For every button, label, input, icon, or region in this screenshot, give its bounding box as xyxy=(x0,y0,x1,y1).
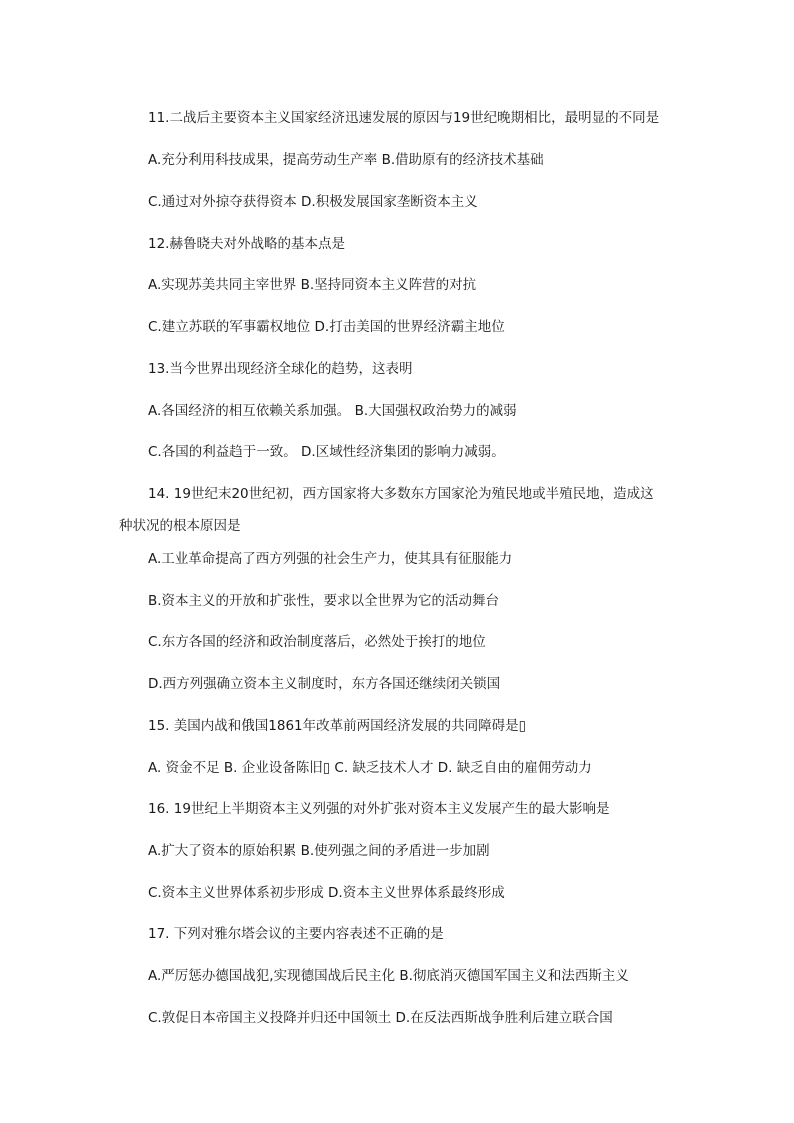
question-14-option-c: C.东方各国的经济和政治制度落后，必然处于挨打的地位 xyxy=(148,634,486,650)
question-13-options-cd: C.各国的利益趋于一致。 D.区域性经济集团的影响力减弱。 xyxy=(148,444,505,460)
question-14-option-b: B.资本主义的开放和扩张性，要求以全世界为它的活动舞台 xyxy=(148,593,500,609)
question-14-option-d: D.西方列强确立资本主义制度时，东方各国还继续闭关锁国 xyxy=(148,676,501,692)
question-12-stem: 12.赫鲁晓夫对外战略的基本点是 xyxy=(148,236,345,252)
question-14-option-a: A.工业革命提高了西方列强的社会生产力，使其具有征服能力 xyxy=(148,551,513,567)
question-17-options-ab: A.严厉惩办德国战犯,实现德国战后民主化 B.彻底消灭德国军国主义和法西斯主义 xyxy=(148,968,629,984)
question-16-options-ab: A.扩大了资本的原始积累 B.使列强之间的矛盾进一步加剧 xyxy=(148,843,490,859)
question-17-stem: 17. 下列对雅尔塔会议的主要内容表述不正确的是 xyxy=(148,926,444,942)
question-11-options-ab: A.充分利用科技成果，提高劳动生产率 B.借助原有的经济技术基础 xyxy=(148,152,544,168)
question-15-options: A. 资金不足 B. 企业设备陈旧▯ C. 缺乏技术人才 D. 缺乏自由的雇佣劳动力 xyxy=(148,760,592,776)
question-17-options-cd: C.敦促日本帝国主义投降并归还中国领土 D.在反法西斯战争胜利后建立联合国 xyxy=(148,1010,613,1026)
question-11-stem: 11.二战后主要资本主义国家经济迅速发展的原因与19世纪晚期相比，最明显的不同是 xyxy=(148,110,660,126)
question-15-stem: 15. 美国内战和俄国1861年改革前两国经济发展的共同障碍是▯ xyxy=(148,718,527,734)
question-13-options-ab: A.各国经济的相互依赖关系加强。 B.大国强权政治势力的减弱 xyxy=(148,403,517,419)
question-11-options-cd: C.通过对外掠夺获得资本 D.积极发展国家垄断资本主义 xyxy=(148,194,478,210)
question-12-options-ab: A.实现苏美共同主宰世界 B.坚持同资本主义阵营的对抗 xyxy=(148,277,477,293)
question-14-stem: 14. 19世纪末20世纪初，西方国家将大多数东方国家沦为殖民地或半殖民地，造成这 xyxy=(148,486,654,502)
question-13-stem: 13.当今世界出现经济全球化的趋势，这表明 xyxy=(148,361,413,377)
question-16-options-cd: C.资本主义世界体系初步形成 D.资本主义世界体系最终形成 xyxy=(148,885,505,901)
question-14-stem-continued: 种状况的根本原因是 xyxy=(119,518,241,534)
question-12-options-cd: C.建立苏联的军事霸权地位 D.打击美国的世界经济霸主地位 xyxy=(148,319,505,335)
question-16-stem: 16. 19世纪上半期资本主义列强的对外扩张对资本主义发展产生的最大影响是 xyxy=(148,801,610,817)
